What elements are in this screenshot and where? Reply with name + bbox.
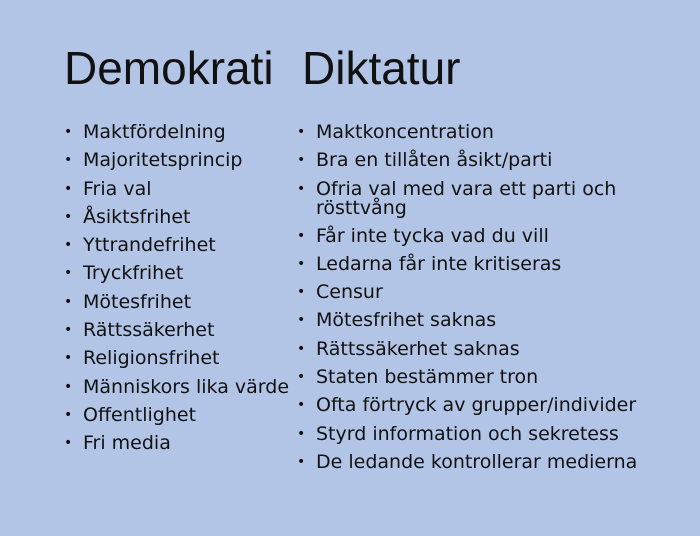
- list-item-text: Bra en tillåten åsikt/parti: [316, 149, 553, 172]
- list-item: [64, 401, 294, 429]
- list-item-text: Tryckfrihet: [83, 262, 184, 285]
- list-item: [64, 231, 294, 259]
- list-item: [64, 259, 294, 287]
- bullet-icon: •: [64, 265, 73, 282]
- list-item-text: Åsiktsfrihet: [83, 205, 191, 228]
- list-item-text: Majoritetsprincip: [83, 149, 243, 172]
- list-item: [64, 288, 294, 316]
- list-item-text: Ledarna får inte kritiseras: [316, 252, 562, 275]
- bullet-icon: •: [64, 293, 73, 310]
- list-item-text: De ledande kontrollerar medierna: [316, 450, 638, 473]
- list-item-text: Religionsfrihet: [83, 347, 220, 370]
- list-item-text: Människors lika värde: [83, 375, 290, 398]
- bullet-icon: •: [64, 124, 73, 140]
- list-item: [64, 175, 294, 203]
- bullet-icon: •: [64, 208, 73, 225]
- list-item: [297, 146, 677, 174]
- list-item-text: Fria val: [83, 177, 152, 200]
- list-item-text: Maktfördelning: [83, 121, 226, 143]
- list-item: [297, 222, 677, 250]
- list-item-text: Maktkoncentration: [316, 121, 494, 143]
- bullet-icon: •: [64, 237, 73, 254]
- bullet-icon: •: [297, 152, 306, 169]
- list-item-text: Censur: [316, 281, 383, 304]
- bullet-icon: •: [297, 453, 306, 470]
- list-item: [297, 363, 677, 391]
- bullet-icon: •: [64, 406, 73, 423]
- list-item-text: Får inte tycka vad du vill: [316, 224, 549, 247]
- list-item: [297, 448, 677, 476]
- bullet-icon: •: [297, 340, 306, 357]
- bullet-icon: •: [64, 378, 73, 395]
- list-item-text: Mötesfrihet saknas: [316, 309, 497, 332]
- bullet-icon: •: [297, 255, 306, 272]
- bullet-icon: •: [64, 322, 73, 339]
- bullet-icon: •: [297, 312, 306, 329]
- list-item: [64, 373, 294, 401]
- bullet-icon: •: [64, 180, 73, 197]
- bullet-icon: •: [64, 435, 73, 452]
- title-demokrati: Demokrati: [64, 42, 274, 94]
- list-item-text: Ofria val med vara ett parti och rösttvång: [316, 177, 617, 219]
- list-item-text: Mötesfrihet: [83, 290, 192, 313]
- list-item: [297, 118, 677, 146]
- bullet-icon: •: [297, 180, 306, 197]
- list-item-text: Rättssäkerhet: [83, 319, 215, 342]
- list-item: [297, 175, 677, 222]
- list-item: [64, 429, 294, 457]
- bullet-icon: •: [64, 152, 73, 169]
- bullet-icon: •: [64, 350, 73, 367]
- list-item: [297, 306, 677, 334]
- list-item-text: Offentlighet: [83, 403, 197, 426]
- bullet-icon: •: [297, 227, 306, 244]
- bullet-icon: •: [297, 124, 306, 140]
- list-item: [64, 118, 294, 146]
- list-item: [64, 344, 294, 372]
- list-item: [64, 203, 294, 231]
- demokrati-list: [64, 118, 294, 458]
- diktatur-list: [297, 118, 677, 476]
- list-item-text: Staten bestämmer tron: [316, 366, 539, 389]
- list-item: [297, 278, 677, 306]
- list-item-text: Ofta förtryck av grupper/individer: [316, 394, 637, 417]
- bullet-icon: •: [297, 425, 306, 442]
- list-item-text: Fri media: [83, 432, 171, 455]
- list-item: [64, 316, 294, 344]
- title-diktatur: Diktatur: [302, 42, 461, 94]
- list-item-text: Yttrandefrihet: [83, 234, 216, 257]
- list-item-text: Rättssäkerhet saknas: [316, 337, 520, 360]
- list-item: [64, 146, 294, 174]
- bullet-icon: •: [297, 284, 306, 301]
- bullet-icon: •: [297, 369, 306, 386]
- list-item: [297, 391, 677, 419]
- list-item: [297, 335, 677, 363]
- bullet-icon: •: [297, 397, 306, 414]
- list-item-text: Styrd information och sekretess: [316, 422, 619, 445]
- list-item: [297, 250, 677, 278]
- list-item: [297, 420, 677, 448]
